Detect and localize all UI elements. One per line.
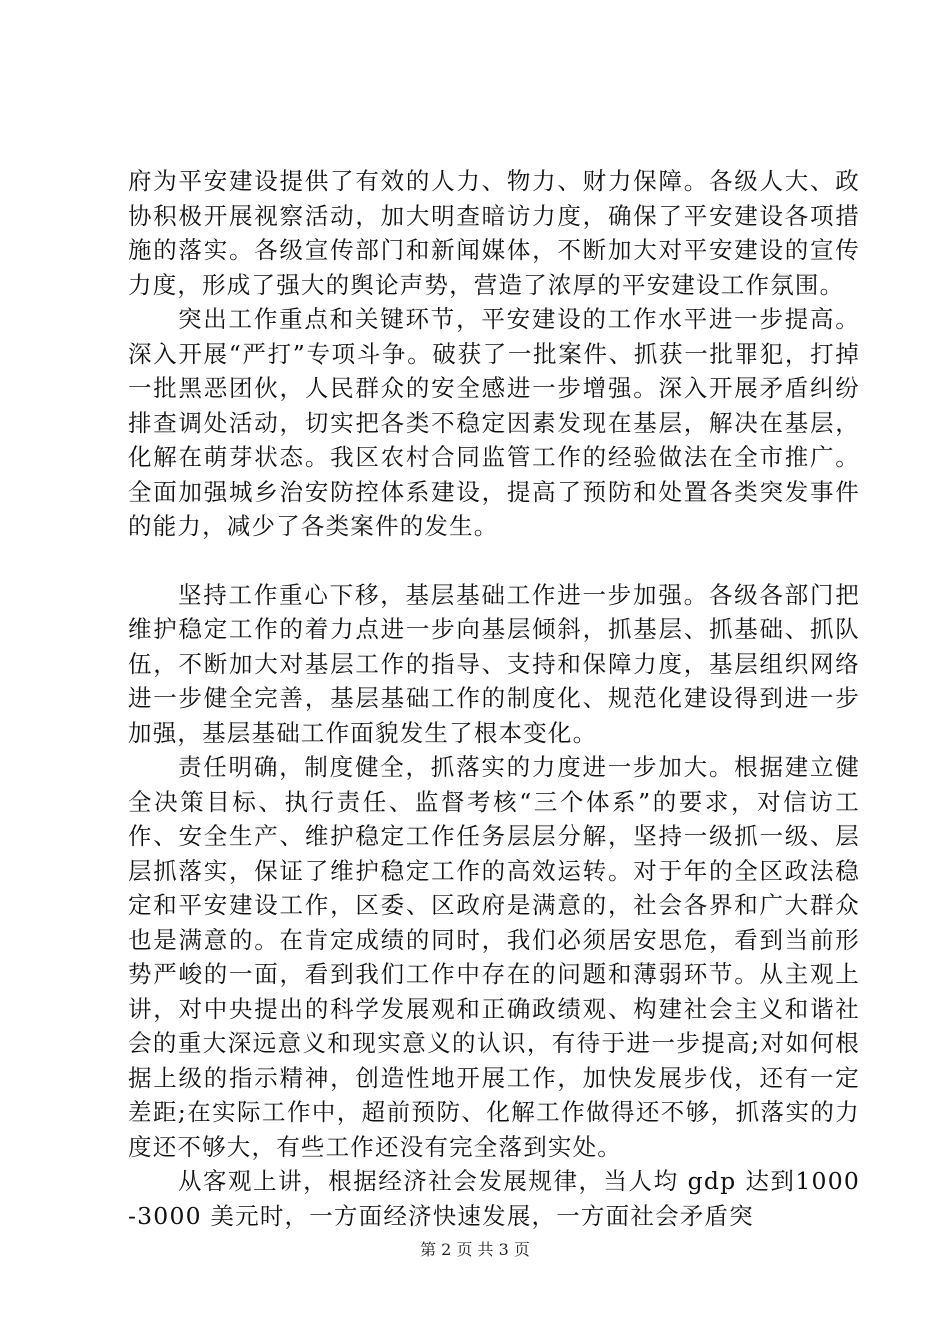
paragraph-key-links: 突出工作重点和关键环节，平安建设的工作水平进一步提高。深入开展“严打”专项斗争。破获了一批案件、抓获一批罪犯，打掉一批黑恶团伙，人民群众的安全感进一步增强。深入开展矛盾纠纷排查调处活动，切实把各类不稳定因素发现在基层，解决在基层，化解在萌芽状态。我区农村合同监管工作的经验做法在全市推广。全面加强城乡治安防控体系建设，提高了预防和处置各类突发事件的能力，减少了各类案件的发生。	[128, 305, 860, 540]
paragraph-objective-view: 从客观上讲，根据经济社会发展规律，当人均 gdp 达到1000-3000 美元时，一方面经济快速发展，一方面社会矛盾突	[128, 1167, 860, 1230]
paragraph-continuation: 府为平安建设提供了有效的人力、物力、财力保障。各级人大、政协积极开展视察活动，加大明查暗访力度，确保了平安建设各项措施的落实。各级宣传部门和新闻媒体，不断加大对平安建设的宣传力度，形成了强大的舆论声势，营造了浓厚的平安建设工作氛围。	[128, 167, 860, 299]
paragraph-grassroots: 坚持工作重心下移，基层基础工作进一步加强。各级各部门把维护稳定工作的着力点进一步向基层倾斜，抓基层、抓基础、抓队伍，不断加大对基层工作的指导、支持和保障力度，基层组织网络进一步健全完善，基层基础工作的制度化、规范化建设得到进一步加强，基层基础工作面貌发生了根本变化。	[128, 580, 860, 747]
page-number-footer: 第 2 页 共 3 页	[420, 1240, 530, 1259]
document-body	[128, 164, 860, 1233]
paragraph-responsibility: 责任明确，制度健全，抓落实的力度进一步加大。根据建立健全决策目标、执行责任、监督考核“三个体系”的要求，对信访工作、安全生产、维护稳定工作任务层层分解，坚持一级抓一级、层层抓落实，保证了维护稳定工作的高效运转。对于年的全区政法稳定和平安建设工作，区委、区政府是满意的，社会各界和广大群众也是满意的。在肯定成绩的同时，我们必须居安思危，看到当前形势严峻的一面，看到我们工作中存在的问题和薄弱环节。从主观上讲，对中央提出的科学发展观和正确政绩观、构建社会主义和谐社会的重大深远意义和现实意义的认识，有待于进一步提高;对如何根据上级的指示精神，创造性地开展工作，加快发展步伐，还有一定差距;在实际工作中，超前预防、化解工作做得还不够，抓落实的力度还不够大，有些工作还没有完全落到实处。	[128, 753, 860, 1161]
